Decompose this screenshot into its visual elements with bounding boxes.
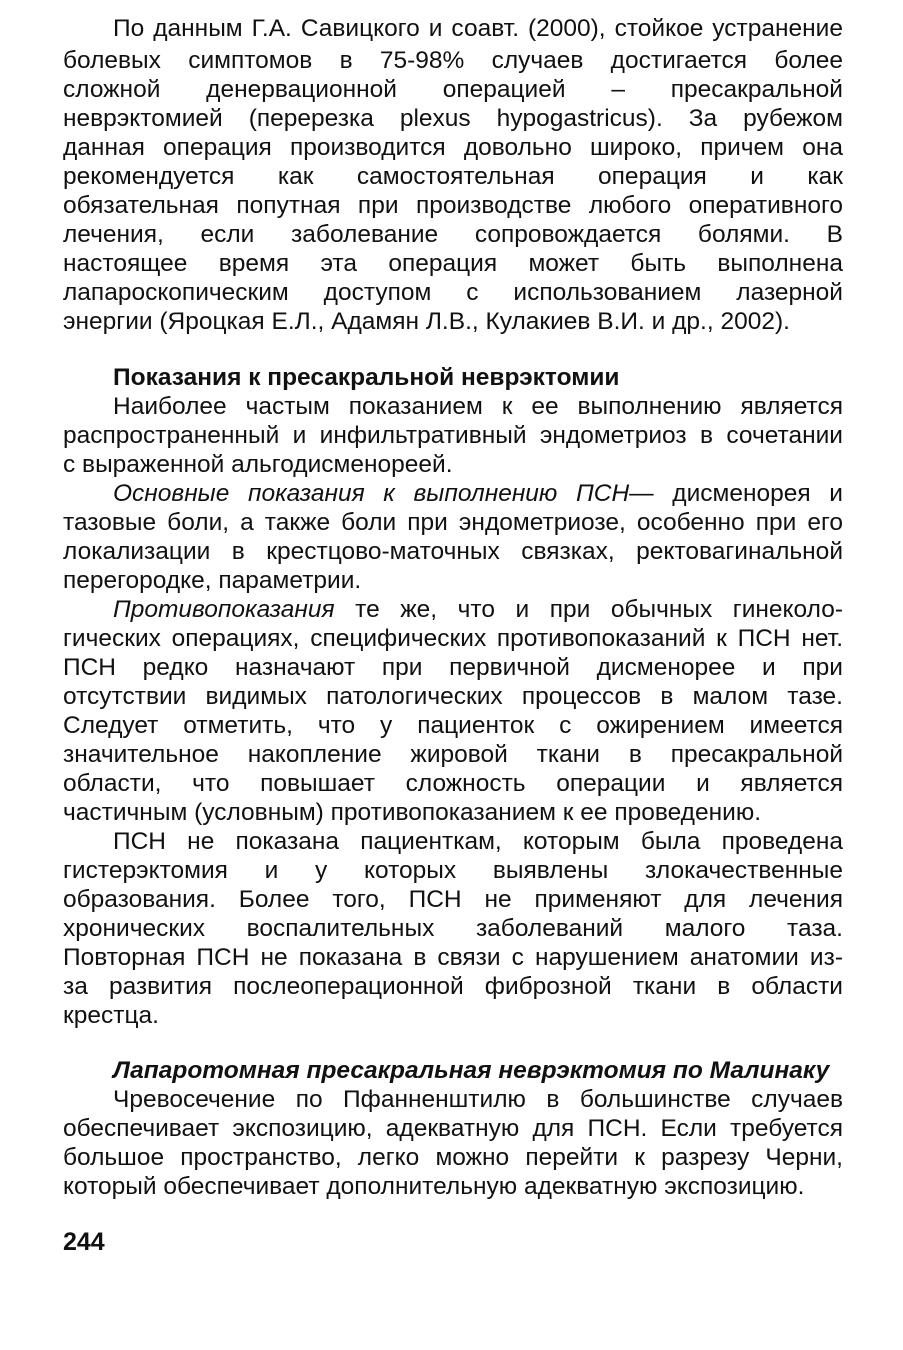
text-line: энергии (Яроцкая Е.Л., Адамян Л.В., Кулакиев В.И. и др., 2002).	[63, 308, 790, 335]
text-line: локализации в крестцово-маточных связках, ректовагинальной	[63, 538, 843, 565]
text-line	[113, 595, 843, 624]
section-heading: Лапаротомная пресакральная неврэктомия по Малинаку	[113, 1057, 830, 1084]
text-line: По данным Г.А. Савицкого и соавт. (2000), стойкое устранение	[113, 15, 843, 42]
text-line: частичным (условным) противопоказанием к ее проведению.	[63, 799, 761, 826]
text-line: ПСН не показана пациенткам, которым была проведена	[113, 828, 843, 855]
text-line: сложной денервационной операцией – пресакральной	[63, 76, 843, 103]
text-line: обязательная попутная при производстве любого оперативного	[63, 192, 843, 219]
section-heading: Показания к пресакральной неврэктомии	[113, 364, 620, 391]
text-line: настоящее время эта операция может быть выполнена	[63, 250, 843, 277]
text-line: распространенный и инфильтративный эндометриоз в сочетании	[63, 422, 843, 449]
text-span: те же, что и при обычных гинеколо-	[334, 596, 843, 623]
text-line: области, что повышает сложность операции и является	[63, 770, 843, 797]
text-line: за развития послеоперационной фиброзной ткани в области	[63, 973, 843, 1000]
text-line: болевых симптомов в 75-98% случаев достигается более	[63, 47, 843, 74]
text-line: неврэктомией (перерезка plexus hypogastricus). За рубежом	[63, 105, 843, 132]
text-line: Повторная ПСН не показана в связи с нарушением анатомии из-	[63, 944, 843, 971]
text-line: лечения, если заболевание сопровождается болями. В	[63, 221, 843, 248]
clipped-top-line	[63, 0, 843, 42]
text-line: тазовые боли, а также боли при эндометриозе, особенно при его	[63, 509, 843, 536]
text-line: рекомендуется как самостоятельная операция и как	[63, 163, 843, 190]
text-line: значительное накопление жировой ткани в пресакральной	[63, 741, 843, 768]
text-line: образования. Более того, ПСН не применяют для лечения	[63, 886, 843, 913]
text-line: обеспечивает экспозицию, адекватную для ПСН. Если требуется	[63, 1115, 843, 1142]
text-line: гических операциях, специфических противопоказаний к ПСН нет.	[63, 625, 843, 652]
text-line: гистерэктомия и у которых выявлены злокачественные	[63, 857, 843, 884]
text-line: крестца.	[63, 1002, 159, 1029]
text-line: данная операция производится довольно широко, причем она	[63, 134, 843, 161]
text-line: ПСН редко назначают при первичной дисменорее и при	[63, 654, 843, 681]
text-line: с выраженной альгодисменореей.	[63, 451, 453, 478]
text-line: отсутствии видимых патологических процессов в малом тазе.	[63, 683, 843, 710]
page-number: 244	[63, 1228, 105, 1256]
text-line: Следует отметить, что у пациенток с ожирением имеется	[63, 712, 843, 739]
text-line: хронических воспалительных заболеваний малого таза.	[63, 915, 843, 942]
text-line	[113, 479, 843, 508]
italic-term: Основные показания к выполнению ПСН	[113, 480, 630, 507]
text-line: Чревосечение по Пфанненштилю в большинстве случаев	[113, 1086, 843, 1113]
text-line: который обеспечивает дополнительную адекватную экспозицию.	[63, 1173, 805, 1200]
text-line: перегородке, параметрии.	[63, 567, 362, 594]
italic-term: Противопоказания	[113, 596, 335, 623]
text-line: Наиболее частым показанием к ее выполнению является	[113, 393, 843, 420]
text-line: лапароскопическим доступом с использованием лазерной	[63, 279, 843, 306]
text-span: — дисменорея и	[629, 480, 843, 507]
text-line: большое пространство, легко можно перейти к разрезу Черни,	[63, 1144, 843, 1171]
